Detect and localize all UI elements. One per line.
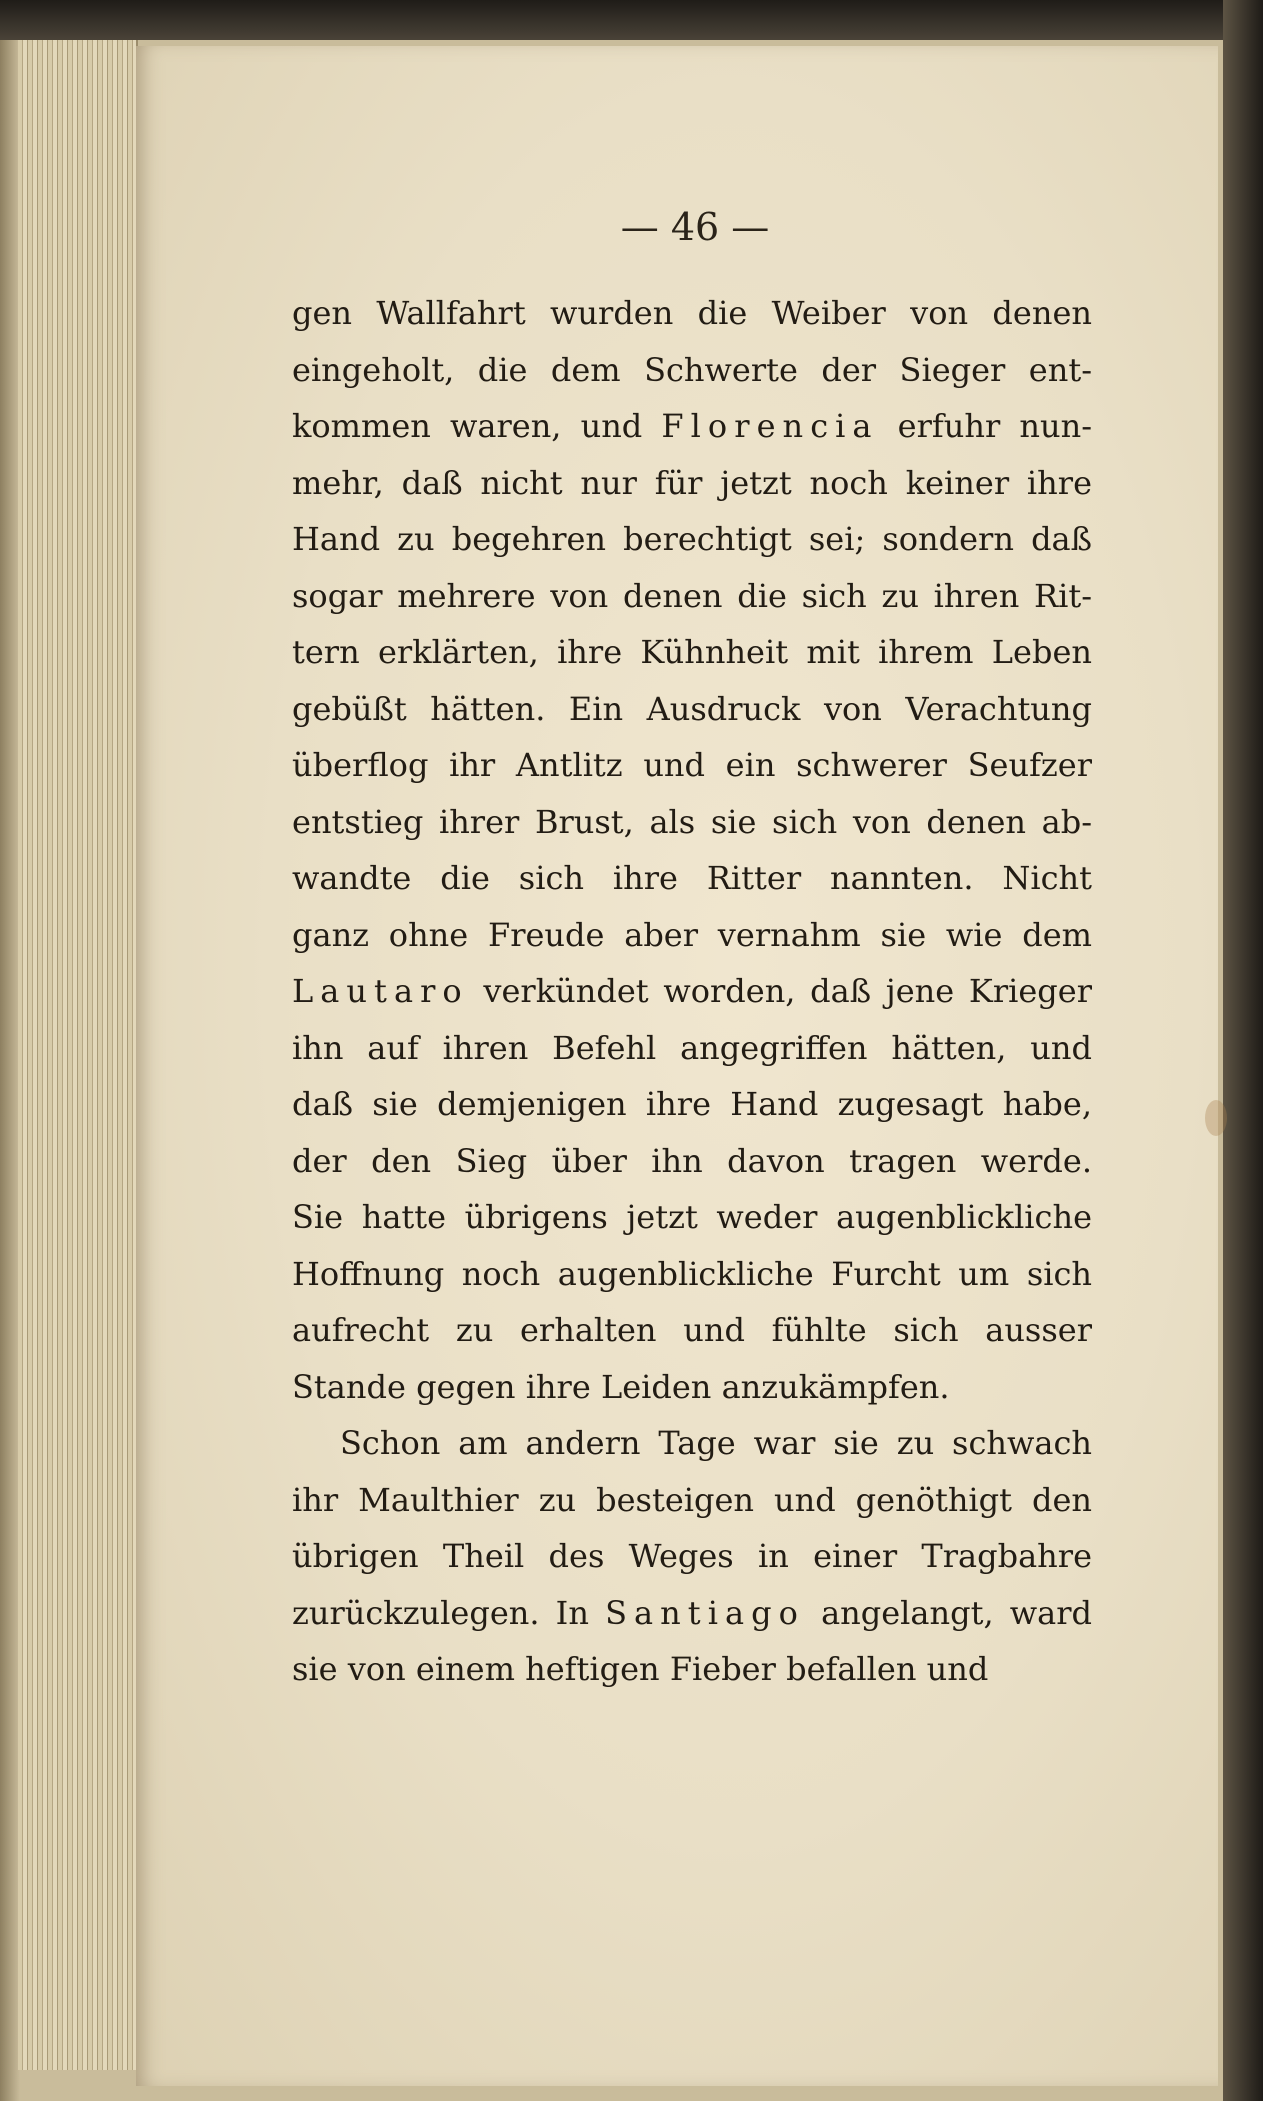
line-text: Hoffnung noch augenblickliche Furcht um sich: [292, 1254, 1092, 1293]
page-stack-shadow: [0, 40, 20, 2101]
line-text: überflog ihr Antlitz und ein schwerer Seufzer: [292, 746, 1092, 784]
line-text: der den Sieg über ihn davon tragen werde.: [292, 1141, 1092, 1180]
line-text: zurückzulegen. In: [292, 1593, 606, 1632]
text-line: [292, 681, 1092, 738]
text-line: [292, 1472, 1092, 1529]
line-text: daß sie demjenigen ihre Hand zugesagt habe,: [292, 1085, 1092, 1123]
emphasized-name: Santiago: [605, 1593, 805, 1632]
emphasized-name: Florencia: [661, 407, 879, 445]
line-text: ihn auf ihren Befehl angegriffen hätten, und: [292, 1028, 1092, 1067]
book-right-edge: [1223, 0, 1263, 2101]
text-line: [292, 1415, 1092, 1472]
text-line: [292, 737, 1092, 794]
text-line: [292, 850, 1092, 907]
text-line: [292, 1641, 1092, 1698]
line-text: Hand zu begehren berechtigt sei; sondern daß: [292, 520, 1092, 558]
line-text: Schon am andern Tage war sie zu schwach: [340, 1424, 1092, 1462]
line-text: erfuhr nun-: [878, 407, 1092, 445]
line-text: kommen waren, und: [292, 407, 662, 445]
line-text: angelangt, ward: [804, 1593, 1092, 1632]
text-line: [292, 794, 1092, 851]
line-text: sie von einem heftigen Fieber befallen und: [292, 1650, 989, 1688]
text-line: [292, 455, 1092, 512]
body-text: [292, 285, 1092, 1698]
line-text: verkündet worden, daß jene Krieger: [468, 972, 1092, 1010]
line-text: gen Wallfahrt wurden die Weiber von denen: [292, 294, 1092, 332]
page-number: — 46 —: [620, 205, 770, 249]
line-text: gebüßt hätten. Ein Ausdruck von Verachtung: [292, 689, 1092, 728]
text-line: [292, 1359, 1092, 1416]
text-line: [292, 1585, 1092, 1642]
text-line: [292, 1528, 1092, 1585]
text-line: [292, 963, 1092, 1020]
text-line: [292, 1302, 1092, 1359]
line-text: Sie hatte übrigens jetzt weder augenblickliche: [292, 1198, 1092, 1236]
paper-stain: [1205, 1100, 1227, 1136]
line-text: übrigen Theil des Weges in einer Tragbahre: [292, 1537, 1092, 1575]
text-line: [292, 1189, 1092, 1246]
text-line: [292, 285, 1092, 342]
emphasized-name: Lautaro: [292, 972, 469, 1010]
text-line: [292, 342, 1092, 399]
text-line: [292, 1246, 1092, 1303]
line-text: wandte die sich ihre Ritter nannten. Nicht: [292, 859, 1092, 897]
text-line: [292, 398, 1092, 455]
line-text: Stande gegen ihre Leiden anzukämpfen.: [292, 1367, 950, 1406]
text-line: [292, 1020, 1092, 1077]
text-line: [292, 1133, 1092, 1190]
text-line: [292, 1076, 1092, 1133]
text-line: [292, 624, 1092, 681]
line-text: eingeholt, die dem Schwerte der Sieger ent-: [292, 350, 1092, 389]
line-text: ihr Maulthier zu besteigen und genöthigt den: [292, 1480, 1092, 1519]
line-text: entstieg ihrer Brust, als sie sich von denen ab-: [292, 802, 1092, 841]
line-text: aufrecht zu erhalten und fühlte sich ausser: [292, 1311, 1092, 1349]
text-line: [292, 568, 1092, 625]
line-text: tern erklärten, ihre Kühnheit mit ihrem Leben: [292, 633, 1092, 671]
line-text: mehr, daß nicht nur für jetzt noch keiner ihre: [292, 463, 1092, 502]
line-text: sogar mehrere von denen die sich zu ihren Rit-: [292, 576, 1092, 615]
text-line: [292, 511, 1092, 568]
text-line: [292, 907, 1092, 964]
line-text: ganz ohne Freude aber vernahm sie wie dem: [292, 915, 1092, 954]
page-stack-edges: [18, 40, 138, 2070]
